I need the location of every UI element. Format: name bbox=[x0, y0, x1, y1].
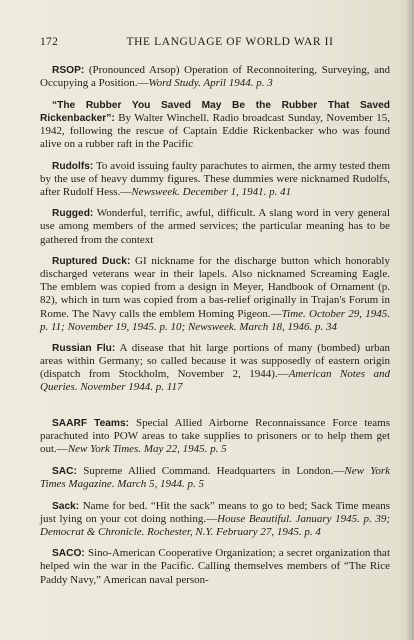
entry-term: SACO: bbox=[52, 548, 85, 560]
entry-definition: Name for bed. “Hit the sack” means to go to bed; Sack Time means just lying on your cot doing nothing.— bbox=[40, 499, 390, 525]
glossary-entry-rsop bbox=[40, 64, 390, 90]
entry-definition: Wonderful, terrific, awful, difficult. A slang word in very general use among members of the armed services; the particular meaning has to be gathered from the context bbox=[40, 207, 390, 246]
entry-definition: A disease that hit large portions of many (bombed) urban areas within Germany; so called because it was supposedly of eastern origin (dispatch from Stockholm, November 2, 1944).— bbox=[40, 342, 390, 381]
entry-definition: By Walter Winchell. Radio broadcast Sunday, November 15, 1942, following the rescue of Captain Eddie Rickenbacker who was found alive on a rubber raft in the Pacific bbox=[40, 111, 390, 150]
glossary-entry-saarf-teams bbox=[40, 417, 390, 456]
entry-citation: New York Times Magazine. March 5, 1944. p. 5 bbox=[40, 464, 391, 490]
section-gap bbox=[40, 403, 390, 417]
glossary-entry-rudolfs bbox=[40, 160, 390, 199]
entry-citation: New York Times. May 22, 1945. p. 5 bbox=[67, 443, 227, 456]
entry-definition: Supreme Allied Command. Headquarters in London.— bbox=[76, 464, 345, 477]
entry-term: Sack: bbox=[52, 500, 80, 512]
entry-citation: Word Study. April 1944. p. 3 bbox=[148, 77, 273, 90]
entry-term: SAARF Teams: bbox=[52, 418, 130, 430]
entry-term: RSOP: bbox=[52, 65, 85, 76]
entry-term: Russian Flu: bbox=[52, 343, 116, 355]
glossary-entry-saco bbox=[40, 547, 390, 586]
glossary-entry-sack bbox=[40, 500, 390, 539]
entry-definition: To avoid issuing faulty parachutes to airmen, the army tested them by the use of heavy dummy figures. These dummies were nicknamed Rudolfs, after Rudolf Hess.— bbox=[40, 159, 390, 198]
glossary-text bbox=[40, 64, 390, 595]
entry-definition: Special Allied Airborne Reconnaissance Force teams parachuted into POW areas to take supplies to prisoners or to help them get out.— bbox=[40, 417, 390, 456]
page-number: 172 bbox=[40, 36, 59, 48]
entry-term: Rudolfs: bbox=[52, 160, 94, 172]
glossary-entry-rubber bbox=[40, 99, 390, 151]
page-edge-shadow bbox=[406, 0, 414, 640]
entry-definition: (Pronounced Arsop) Operation of Reconnoitering, Surveying, and Occupying a Position.— bbox=[40, 64, 390, 90]
entry-citation: Newsweek. December 1, 1941. p. 41 bbox=[131, 185, 292, 198]
entry-term: Ruptured Duck: bbox=[52, 256, 131, 268]
glossary-entry-sac bbox=[40, 465, 390, 491]
entry-definition: GI nickname for the discharge button which honorably discharged veterans wear in their lapels. Also nicknamed Screaming Eagle. The emblem was copied from a design in Meyer, Handbook of Ornament (p. 82), which in turn was copied from a bas-relief originally in Trajan's Forum in Rome. The Navy calls the emblem Homing Pigeon.— bbox=[40, 255, 390, 320]
entry-term: “The Rubber You Saved May Be the Rubber That Saved Rickenbacker”: bbox=[40, 99, 390, 124]
entry-citation: House Beautiful. January 1945. p. 39; Democrat & Chronicle. Rochester, N.Y. February 27, 1945. p. 4 bbox=[40, 512, 390, 538]
entry-definition: Sino-American Cooperative Organization; a secret organization that helped win the war in the Pacific. Calling themselves members of “The Rice Paddy Navy,” American naval person- bbox=[40, 547, 390, 586]
glossary-entry-ruptured-duck bbox=[40, 255, 390, 334]
entry-term: Rugged: bbox=[52, 208, 94, 220]
entry-term: SAC: bbox=[52, 465, 77, 477]
glossary-entry-rugged bbox=[40, 207, 390, 246]
entry-citation: Time. October 29, 1945. p. 11; November 19, 1945. p. 10; Newsweek. March 18, 1946. p. 34 bbox=[40, 307, 390, 333]
running-header bbox=[40, 36, 394, 50]
glossary-entry-russian-flu bbox=[40, 342, 390, 394]
entry-citation: American Notes and Queries. November 1944. p. 117 bbox=[40, 368, 390, 394]
running-title: THE LANGUAGE OF WORLD WAR II bbox=[126, 36, 334, 48]
